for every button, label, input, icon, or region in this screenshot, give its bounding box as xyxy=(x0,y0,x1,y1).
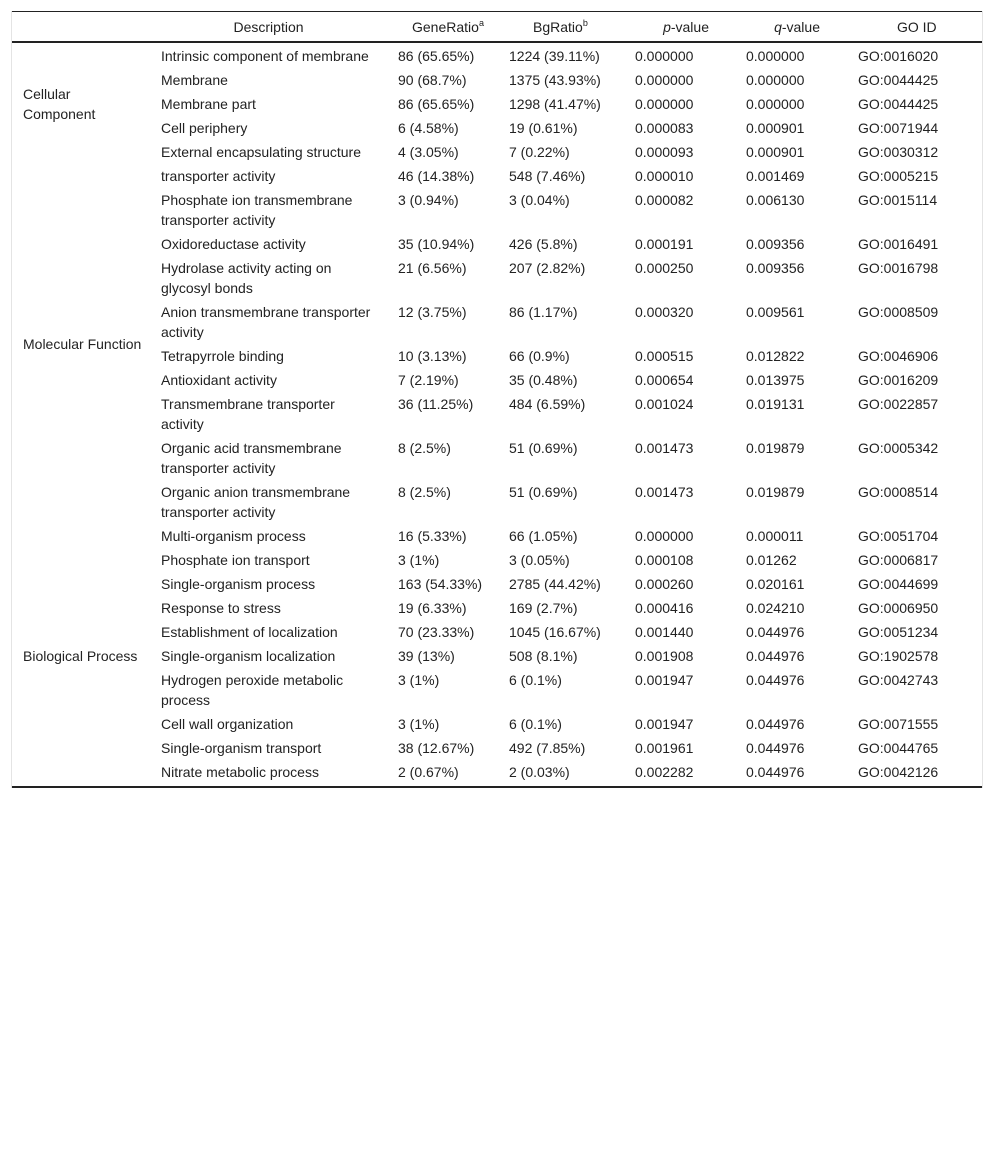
go-id-cell: GO:0044425 xyxy=(858,72,939,88)
bg-ratio-cell: 51 (0.69%) xyxy=(509,440,578,456)
q-value-cell: 0.044976 xyxy=(746,648,805,664)
bg-ratio-cell: 426 (5.8%) xyxy=(509,236,578,252)
description-cell: Intrinsic component of membrane xyxy=(161,48,369,64)
bg-ratio-cell: 492 (7.85%) xyxy=(509,740,586,756)
p-value-cell: 0.000108 xyxy=(635,552,694,568)
header-p-value xyxy=(624,12,735,43)
header-gene-ratio-footnote: a xyxy=(478,17,484,28)
table-row xyxy=(12,595,982,619)
gene-ratio-cell: 8 (2.5%) xyxy=(398,440,451,456)
q-value-cell: 0.000000 xyxy=(746,48,805,64)
q-value-cell: 0.000000 xyxy=(746,96,805,112)
gene-ratio-cell: 35 (10.94%) xyxy=(398,236,475,252)
header-go-id: GO ID xyxy=(897,18,937,35)
gene-ratio-cell: 19 (6.33%) xyxy=(398,600,467,616)
q-value-cell: 0.044976 xyxy=(746,624,805,640)
go-id-cell: GO:0051704 xyxy=(858,528,939,544)
description-cell: Membrane part xyxy=(161,96,256,112)
table-row xyxy=(12,67,982,91)
gene-ratio-cell: 8 (2.5%) xyxy=(398,484,451,500)
q-value-cell: 0.044976 xyxy=(746,764,805,780)
description-cell: Tetrapyrrole binding xyxy=(161,348,284,364)
gene-ratio-cell: 3 (1%) xyxy=(398,716,440,732)
description-cell: Response to stress xyxy=(161,600,281,616)
go-id-cell: GO:0015114 xyxy=(858,192,938,208)
gene-ratio-cell: 46 (14.38%) xyxy=(398,168,475,184)
p-value-cell: 0.001947 xyxy=(635,672,694,688)
bg-ratio-cell: 35 (0.48%) xyxy=(509,372,578,388)
go-id-cell: GO:0051234 xyxy=(858,624,939,640)
go-id-cell: GO:0006950 xyxy=(858,600,939,616)
table-body xyxy=(12,42,982,787)
q-value-cell: 0.020161 xyxy=(746,576,805,592)
description-cell: Hydrogen peroxide metabolic process xyxy=(161,672,344,708)
q-value-cell: 0.01262 xyxy=(746,552,797,568)
header-gene-ratio xyxy=(387,12,498,43)
header-description: Description xyxy=(233,18,304,35)
gene-ratio-cell: 70 (23.33%) xyxy=(398,624,475,640)
p-value-cell: 0.000654 xyxy=(635,372,694,388)
table-row xyxy=(12,231,982,255)
header-p-rest: -value xyxy=(670,18,709,35)
go-id-cell: GO:0005342 xyxy=(858,440,939,456)
description-cell: Cell wall organization xyxy=(161,716,294,732)
q-value-cell: 0.000011 xyxy=(746,528,804,544)
bg-ratio-cell: 7 (0.22%) xyxy=(509,144,570,160)
bg-ratio-cell: 2 (0.03%) xyxy=(509,764,570,780)
p-value-cell: 0.001473 xyxy=(635,440,694,456)
q-value-cell: 0.000000 xyxy=(746,72,805,88)
description-cell: transporter activity xyxy=(161,168,276,184)
gene-ratio-cell: 12 (3.75%) xyxy=(398,304,467,320)
bg-ratio-cell: 3 (0.04%) xyxy=(509,192,570,208)
description-cell: Antioxidant activity xyxy=(161,372,277,388)
p-value-cell: 0.000083 xyxy=(635,120,694,136)
q-value-cell: 0.000901 xyxy=(746,144,805,160)
header-q-rest: -value xyxy=(781,18,820,35)
table-row xyxy=(12,547,982,571)
description-cell: Oxidoreductase activity xyxy=(161,236,306,252)
go-id-cell: GO:0022857 xyxy=(858,396,939,412)
header-gene-ratio-label: GeneRatio xyxy=(412,18,479,35)
q-value-cell: 0.000901 xyxy=(746,120,805,136)
gene-ratio-cell: 16 (5.33%) xyxy=(398,528,467,544)
table-row xyxy=(12,255,982,299)
gene-ratio-cell: 3 (0.94%) xyxy=(398,192,459,208)
bg-ratio-cell: 2785 (44.42%) xyxy=(509,576,601,592)
q-value-cell: 0.009356 xyxy=(746,260,805,276)
go-id-cell: GO:1902578 xyxy=(858,648,939,664)
go-id-cell: GO:0042743 xyxy=(858,672,939,688)
table-row xyxy=(12,163,982,187)
p-value-cell: 0.000000 xyxy=(635,48,694,64)
p-value-cell: 0.000416 xyxy=(635,600,694,616)
bg-ratio-cell: 548 (7.46%) xyxy=(509,168,586,184)
category-cell: Biological Process xyxy=(23,647,138,664)
q-value-cell: 0.012822 xyxy=(746,348,805,364)
table-row xyxy=(12,391,982,435)
q-value-cell: 0.019879 xyxy=(746,440,805,456)
p-value-cell: 0.000093 xyxy=(635,144,694,160)
description-cell: Anion transmembrane transporter activity xyxy=(161,304,371,340)
table-row xyxy=(12,523,982,547)
table-row xyxy=(12,367,982,391)
gene-ratio-cell: 90 (68.7%) xyxy=(398,72,467,88)
description-cell: Phosphate ion transmembrane transporter activity xyxy=(161,192,353,228)
go-id-cell: GO:0016491 xyxy=(858,236,939,252)
description-cell: Transmembrane transporter activity xyxy=(161,396,335,432)
gene-ratio-cell: 3 (1%) xyxy=(398,672,440,688)
p-value-cell: 0.000260 xyxy=(635,576,694,592)
bg-ratio-cell: 6 (0.1%) xyxy=(509,716,562,732)
description-cell: Hydrolase activity acting on glycosyl bonds xyxy=(161,260,332,296)
table-row xyxy=(12,187,982,231)
bg-ratio-cell: 1045 (16.67%) xyxy=(509,624,601,640)
header-p-italic: p xyxy=(663,18,671,35)
gene-ratio-cell: 2 (0.67%) xyxy=(398,764,459,780)
table-header xyxy=(12,12,982,43)
go-id-cell: GO:0005215 xyxy=(858,168,939,184)
q-value-cell: 0.013975 xyxy=(746,372,805,388)
go-id-cell: GO:0044425 xyxy=(858,96,939,112)
bg-ratio-cell: 6 (0.1%) xyxy=(509,672,562,688)
go-id-cell: GO:0071555 xyxy=(858,716,939,732)
q-value-cell: 0.019131 xyxy=(746,396,805,412)
p-value-cell: 0.001473 xyxy=(635,484,694,500)
p-value-cell: 0.000000 xyxy=(635,96,694,112)
gene-ratio-cell: 7 (2.19%) xyxy=(398,372,459,388)
header-bg-ratio-footnote: b xyxy=(582,17,588,28)
description-cell: External encapsulating structure xyxy=(161,144,361,160)
table-row xyxy=(12,759,982,787)
bg-ratio-cell: 1375 (43.93%) xyxy=(509,72,601,88)
category-cell: Cellular Component xyxy=(23,86,96,122)
bg-ratio-cell: 66 (0.9%) xyxy=(509,348,570,364)
description-cell: Single-organism transport xyxy=(161,740,322,756)
bg-ratio-cell: 86 (1.17%) xyxy=(509,304,578,320)
bg-ratio-cell: 207 (2.82%) xyxy=(509,260,586,276)
table-row xyxy=(12,619,982,643)
gene-ratio-cell: 10 (3.13%) xyxy=(398,348,467,364)
go-id-cell: GO:0046906 xyxy=(858,348,939,364)
p-value-cell: 0.000515 xyxy=(635,348,694,364)
gene-ratio-cell: 21 (6.56%) xyxy=(398,260,467,276)
header-category xyxy=(12,12,150,43)
description-cell: Organic acid transmembrane transporter activity xyxy=(161,440,342,476)
q-value-cell: 0.009561 xyxy=(746,304,805,320)
p-value-cell: 0.000320 xyxy=(635,304,694,320)
table-row xyxy=(12,479,982,523)
p-value-cell: 0.000000 xyxy=(635,72,694,88)
q-value-cell: 0.009356 xyxy=(746,236,805,252)
description-cell: Single-organism localization xyxy=(161,648,336,664)
description-cell: Nitrate metabolic process xyxy=(161,764,319,780)
table-row xyxy=(12,91,982,115)
bg-ratio-cell: 484 (6.59%) xyxy=(509,396,586,412)
q-value-cell: 0.019879 xyxy=(746,484,805,500)
table-row xyxy=(12,139,982,163)
go-id-cell: GO:0008509 xyxy=(858,304,939,320)
bg-ratio-cell: 3 (0.05%) xyxy=(509,552,570,568)
p-value-cell: 0.000191 xyxy=(635,236,694,252)
bg-ratio-cell: 169 (2.7%) xyxy=(509,600,578,616)
q-value-cell: 0.024210 xyxy=(746,600,805,616)
table-row xyxy=(12,571,982,595)
header-q-italic: q xyxy=(774,18,782,35)
go-id-cell: GO:0030312 xyxy=(858,144,939,160)
go-id-cell: GO:0042126 xyxy=(858,764,939,780)
table-row xyxy=(12,643,982,667)
gene-ratio-cell: 39 (13%) xyxy=(398,648,455,664)
table-row xyxy=(12,667,982,711)
go-id-cell: GO:0006817 xyxy=(858,552,939,568)
bg-ratio-cell: 19 (0.61%) xyxy=(509,120,578,136)
header-bg-ratio xyxy=(498,12,624,43)
q-value-cell: 0.006130 xyxy=(746,192,805,208)
p-value-cell: 0.001908 xyxy=(635,648,694,664)
description-cell: Single-organism process xyxy=(161,576,316,592)
description-cell: Establishment of localization xyxy=(161,624,338,640)
p-value-cell: 0.000082 xyxy=(635,192,694,208)
table-row xyxy=(12,42,982,67)
go-id-cell: GO:0016020 xyxy=(858,48,939,64)
p-value-cell: 0.001947 xyxy=(635,716,694,732)
bg-ratio-cell: 508 (8.1%) xyxy=(509,648,578,664)
p-value-cell: 0.000250 xyxy=(635,260,694,276)
bg-ratio-cell: 51 (0.69%) xyxy=(509,484,578,500)
description-cell: Organic anion transmembrane transporter activity xyxy=(161,484,351,520)
q-value-cell: 0.044976 xyxy=(746,716,805,732)
gene-ratio-cell: 6 (4.58%) xyxy=(398,120,459,136)
bg-ratio-cell: 1298 (41.47%) xyxy=(509,96,601,112)
gene-ratio-cell: 163 (54.33%) xyxy=(398,576,483,592)
go-enrichment-table-container xyxy=(11,11,983,788)
table-row xyxy=(12,711,982,735)
go-id-cell: GO:0008514 xyxy=(858,484,939,500)
table-row xyxy=(12,735,982,759)
go-id-cell: GO:0016798 xyxy=(858,260,939,276)
go-id-cell: GO:0044765 xyxy=(858,740,939,756)
gene-ratio-cell: 86 (65.65%) xyxy=(398,96,475,112)
go-id-cell: GO:0016209 xyxy=(858,372,939,388)
go-id-cell: GO:0044699 xyxy=(858,576,939,592)
p-value-cell: 0.002282 xyxy=(635,764,694,780)
table-row xyxy=(12,435,982,479)
q-value-cell: 0.044976 xyxy=(746,740,805,756)
bg-ratio-cell: 1224 (39.11%) xyxy=(509,48,600,64)
table-row xyxy=(12,115,982,139)
p-value-cell: 0.001961 xyxy=(635,740,694,756)
gene-ratio-cell: 4 (3.05%) xyxy=(398,144,459,160)
q-value-cell: 0.044976 xyxy=(746,672,805,688)
q-value-cell: 0.001469 xyxy=(746,168,805,184)
table-row xyxy=(12,299,982,343)
table-row xyxy=(12,343,982,367)
description-cell: Membrane xyxy=(161,72,228,88)
header-q-value xyxy=(735,12,847,43)
go-id-cell: GO:0071944 xyxy=(858,120,939,136)
description-cell: Phosphate ion transport xyxy=(161,552,310,568)
category-cell: Molecular Function xyxy=(23,336,142,352)
header-bg-ratio-label: BgRatio xyxy=(533,18,583,35)
description-cell: Cell periphery xyxy=(161,120,248,136)
p-value-cell: 0.001024 xyxy=(635,396,694,412)
bg-ratio-cell: 66 (1.05%) xyxy=(509,528,578,544)
p-value-cell: 0.000000 xyxy=(635,528,694,544)
gene-ratio-cell: 86 (65.65%) xyxy=(398,48,475,64)
go-enrichment-table xyxy=(12,11,982,788)
gene-ratio-cell: 36 (11.25%) xyxy=(398,396,474,412)
p-value-cell: 0.001440 xyxy=(635,624,694,640)
description-cell: Multi-organism process xyxy=(161,528,306,544)
gene-ratio-cell: 3 (1%) xyxy=(398,552,440,568)
p-value-cell: 0.000010 xyxy=(635,168,694,184)
gene-ratio-cell: 38 (12.67%) xyxy=(398,740,475,756)
